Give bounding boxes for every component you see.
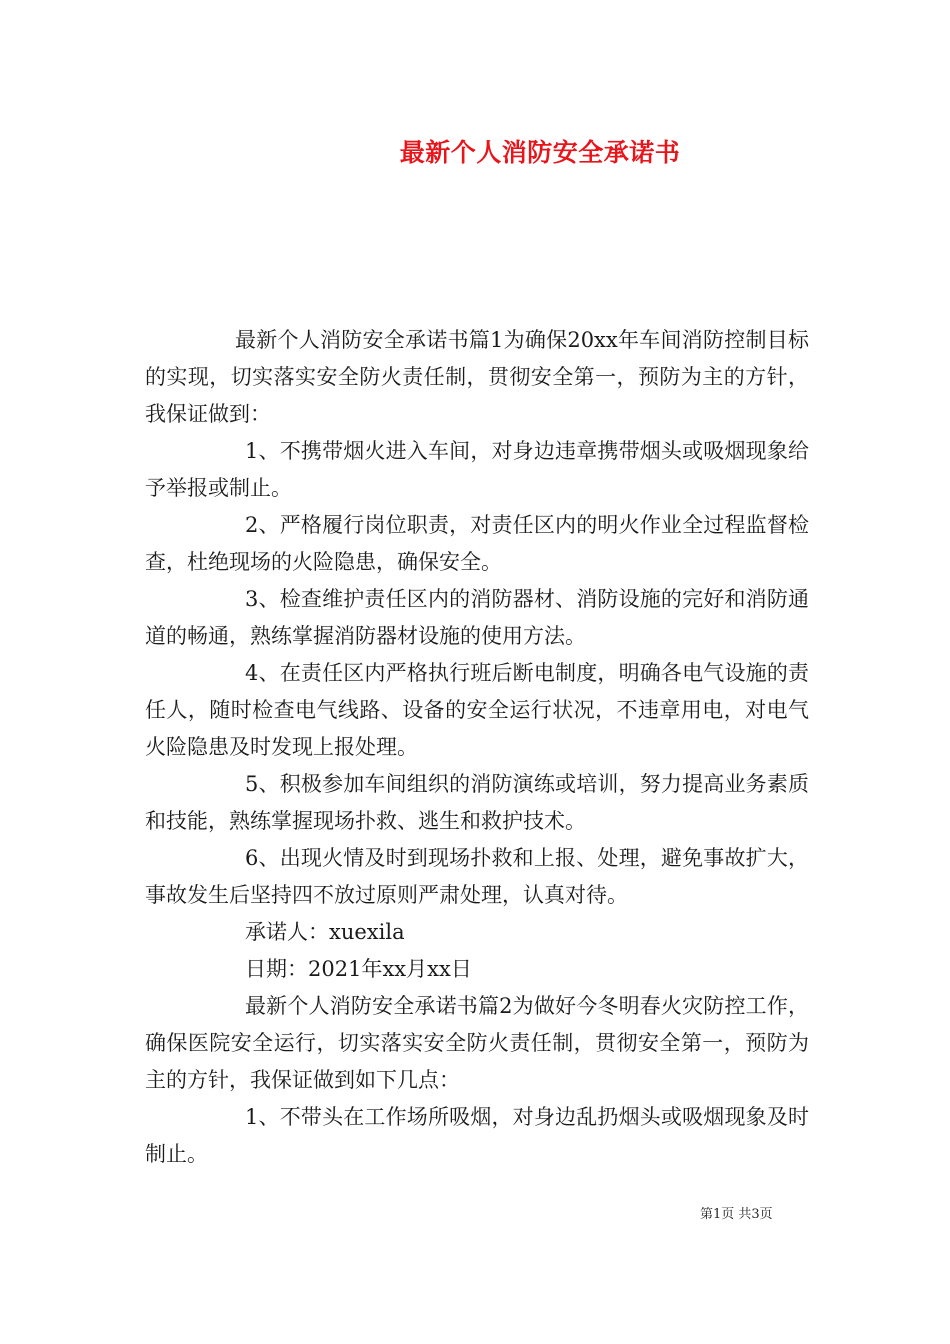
page-number: 第1页 共3页 [700, 1207, 773, 1222]
paragraph-item-2-1: 1、不带头在工作场所吸烟，对身边乱扔烟头或吸烟现象及时制止。 [145, 1105, 809, 1166]
paragraph-intro-1: 最新个人消防安全承诺书篇1为确保20xx年车间消防控制目标的实现，切实落实安全防火责任制，贯彻安全第一，预防为主的方针，我保证做到： [145, 328, 809, 426]
document-title: 最新个人消防安全承诺书 [399, 138, 681, 167]
paragraph-item-1: 1、不携带烟火进入车间，对身边违章携带烟头或吸烟现象给予举报或制止。 [145, 439, 809, 500]
paragraph-item-5: 5、积极参加车间组织的消防演练或培训，努力提高业务素质和技能，熟练掌握现场扑救、逃生和救护技术。 [145, 772, 809, 833]
paragraph-item-2: 2、严格履行岗位职责，对责任区内的明火作业全过程监督检查，杜绝现场的火险隐患，确保安全。 [145, 513, 809, 574]
paragraph-item-3: 3、检查维护责任区内的消防器材、消防设施的完好和消防通道的畅通，熟练掌握消防器材设施的使用方法。 [145, 587, 809, 648]
signer-line: 承诺人：xuexila [245, 920, 405, 944]
paragraph-item-4: 4、在责任区内严格执行班后断电制度，明确各电气设施的责任人，随时检查电气线路、设备的安全运行状况，不违章用电，对电气火险隐患及时发现上报处理。 [145, 661, 809, 759]
paragraph-intro-2: 最新个人消防安全承诺书篇2为做好今冬明春火灾防控工作，确保医院安全运行，切实落实安全防火责任制，贯彻安全第一，预防为主的方针，我保证做到如下几点： [145, 994, 809, 1092]
document-body [145, 322, 809, 1173]
date-line: 日期：2021年xx月xx日 [245, 957, 472, 981]
paragraph-item-6: 6、出现火情及时到现场扑救和上报、处理，避免事故扩大，事故发生后坚持四不放过原则严肃处理，认真对待。 [145, 846, 809, 907]
